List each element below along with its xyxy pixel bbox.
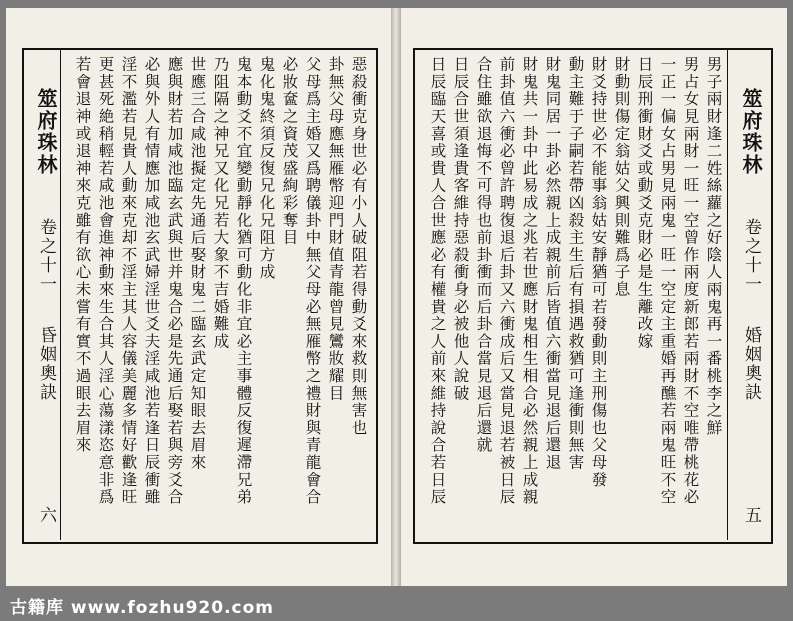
right-page [401, 8, 787, 586]
left-text-frame [22, 48, 378, 544]
right-text-column: 財鬼同居一卦必然親上成親前后皆值六衝當見退后還退 [543, 56, 562, 472]
right-band-volume: 卷之十一 [741, 218, 761, 294]
left-text-column: 必妝奩之資茂盛絢彩奪目 [280, 56, 299, 247]
left-text-column: 必與外人有情應加咸池玄武婦淫世爻夫淫咸池若逢日辰衝雖 [142, 56, 161, 506]
left-text-column: 應與財若加咸池臨玄武與世并鬼合必是先通后娶若與旁爻合 [165, 56, 184, 506]
right-text-column: 日辰刑衝財爻或動爻克財必是生離改嫁 [635, 56, 654, 351]
right-text-column: 男子兩財逢二姓絲蘿之好陰人兩鬼再一番桃李之鮮 [704, 56, 723, 437]
left-band-section: 昏姻奧訣 [36, 326, 56, 402]
left-text-column: 世應三合咸池擬定先通后娶財鬼二臨玄武定知眼去眉來 [188, 56, 207, 472]
right-text-column: 男占女見兩財一旺一空曾作兩度新郎若兩財不空唯帶桃花必 [681, 56, 700, 506]
left-band [26, 48, 61, 540]
left-text-column: 更甚死絶稍輕若咸池會進神動來生合其人淫心蕩漾恣意非爲 [96, 56, 115, 506]
left-page [6, 8, 393, 586]
right-band-title: 筮府珠林 [739, 88, 763, 176]
left-band-title: 筮府珠林 [34, 88, 58, 176]
left-text-column: 鬼化鬼終須反復兄化兄阻方成 [257, 56, 276, 281]
left-band-volume: 卷之十一 [36, 218, 56, 294]
right-text-column: 動主難于子嗣若帶凶殺主生后有損遇救猶可逢衝則無害 [566, 56, 585, 472]
left-text-column: 若會退神或退神來克雖有欲心未嘗有實不過眼去眉來 [73, 56, 92, 454]
right-band [727, 48, 770, 540]
right-text-column: 財爻持世必不能事翁姑安靜猶可若發動則主刑傷也父母發 [589, 56, 608, 489]
left-text-column: 惡殺衝克身世必有小人破阻若得動爻來救則無害也 [349, 56, 368, 437]
left-text-column: 乃阻隔之神兄又化兄若大象不吉婚難成 [211, 56, 230, 351]
right-text-column: 日辰臨天喜或貴人合世應必有權貴之人前來維持說合若日辰 [428, 56, 447, 506]
left-text-column: 鬼本動爻不宜變動靜化猶可動化非宜必主事體反復遲滯兄弟 [234, 56, 253, 506]
right-text-column: 合住雖欲退悔不可得也前卦衝而后卦合當見退后還就 [474, 56, 493, 454]
right-text-frame [413, 48, 773, 544]
watermark-text: 古籍库 www.fozhu920.com [10, 598, 274, 618]
watermark-bar [0, 589, 793, 621]
right-band-page-number: 五 [741, 506, 761, 525]
right-text-column: 一正一偏女占男見兩鬼一旺一空定主重婚再醮若兩鬼旺不空 [658, 56, 677, 506]
right-text-column: 日辰合世須逢貴客維持惡殺衝身必被他人說破 [451, 56, 470, 402]
right-band-section: 婚姻奧訣 [741, 326, 761, 402]
right-text-column: 前卦值六衝必曾許聘復退后卦又六衝成后又當見退若被日辰 [497, 56, 516, 506]
left-text-column: 父母爲主婚又爲聘儀卦中無父母必無雁幣之禮財與青龍會合 [303, 56, 322, 506]
left-text-column: 卦無父母應無雁幣迎門財值青龍曾見鸞妝耀目 [326, 56, 345, 402]
left-band-page-number: 六 [36, 506, 56, 525]
right-text-column: 財動則傷定翁姑父興則難爲子息 [612, 56, 631, 299]
right-text-column: 財鬼共一卦中此易成之兆若世應財鬼相生相合必然親上成親 [520, 56, 539, 506]
left-text-column: 淫不濫若見貴人動來克却不淫主其人容儀美麗多情好歡逢旺 [119, 56, 138, 506]
